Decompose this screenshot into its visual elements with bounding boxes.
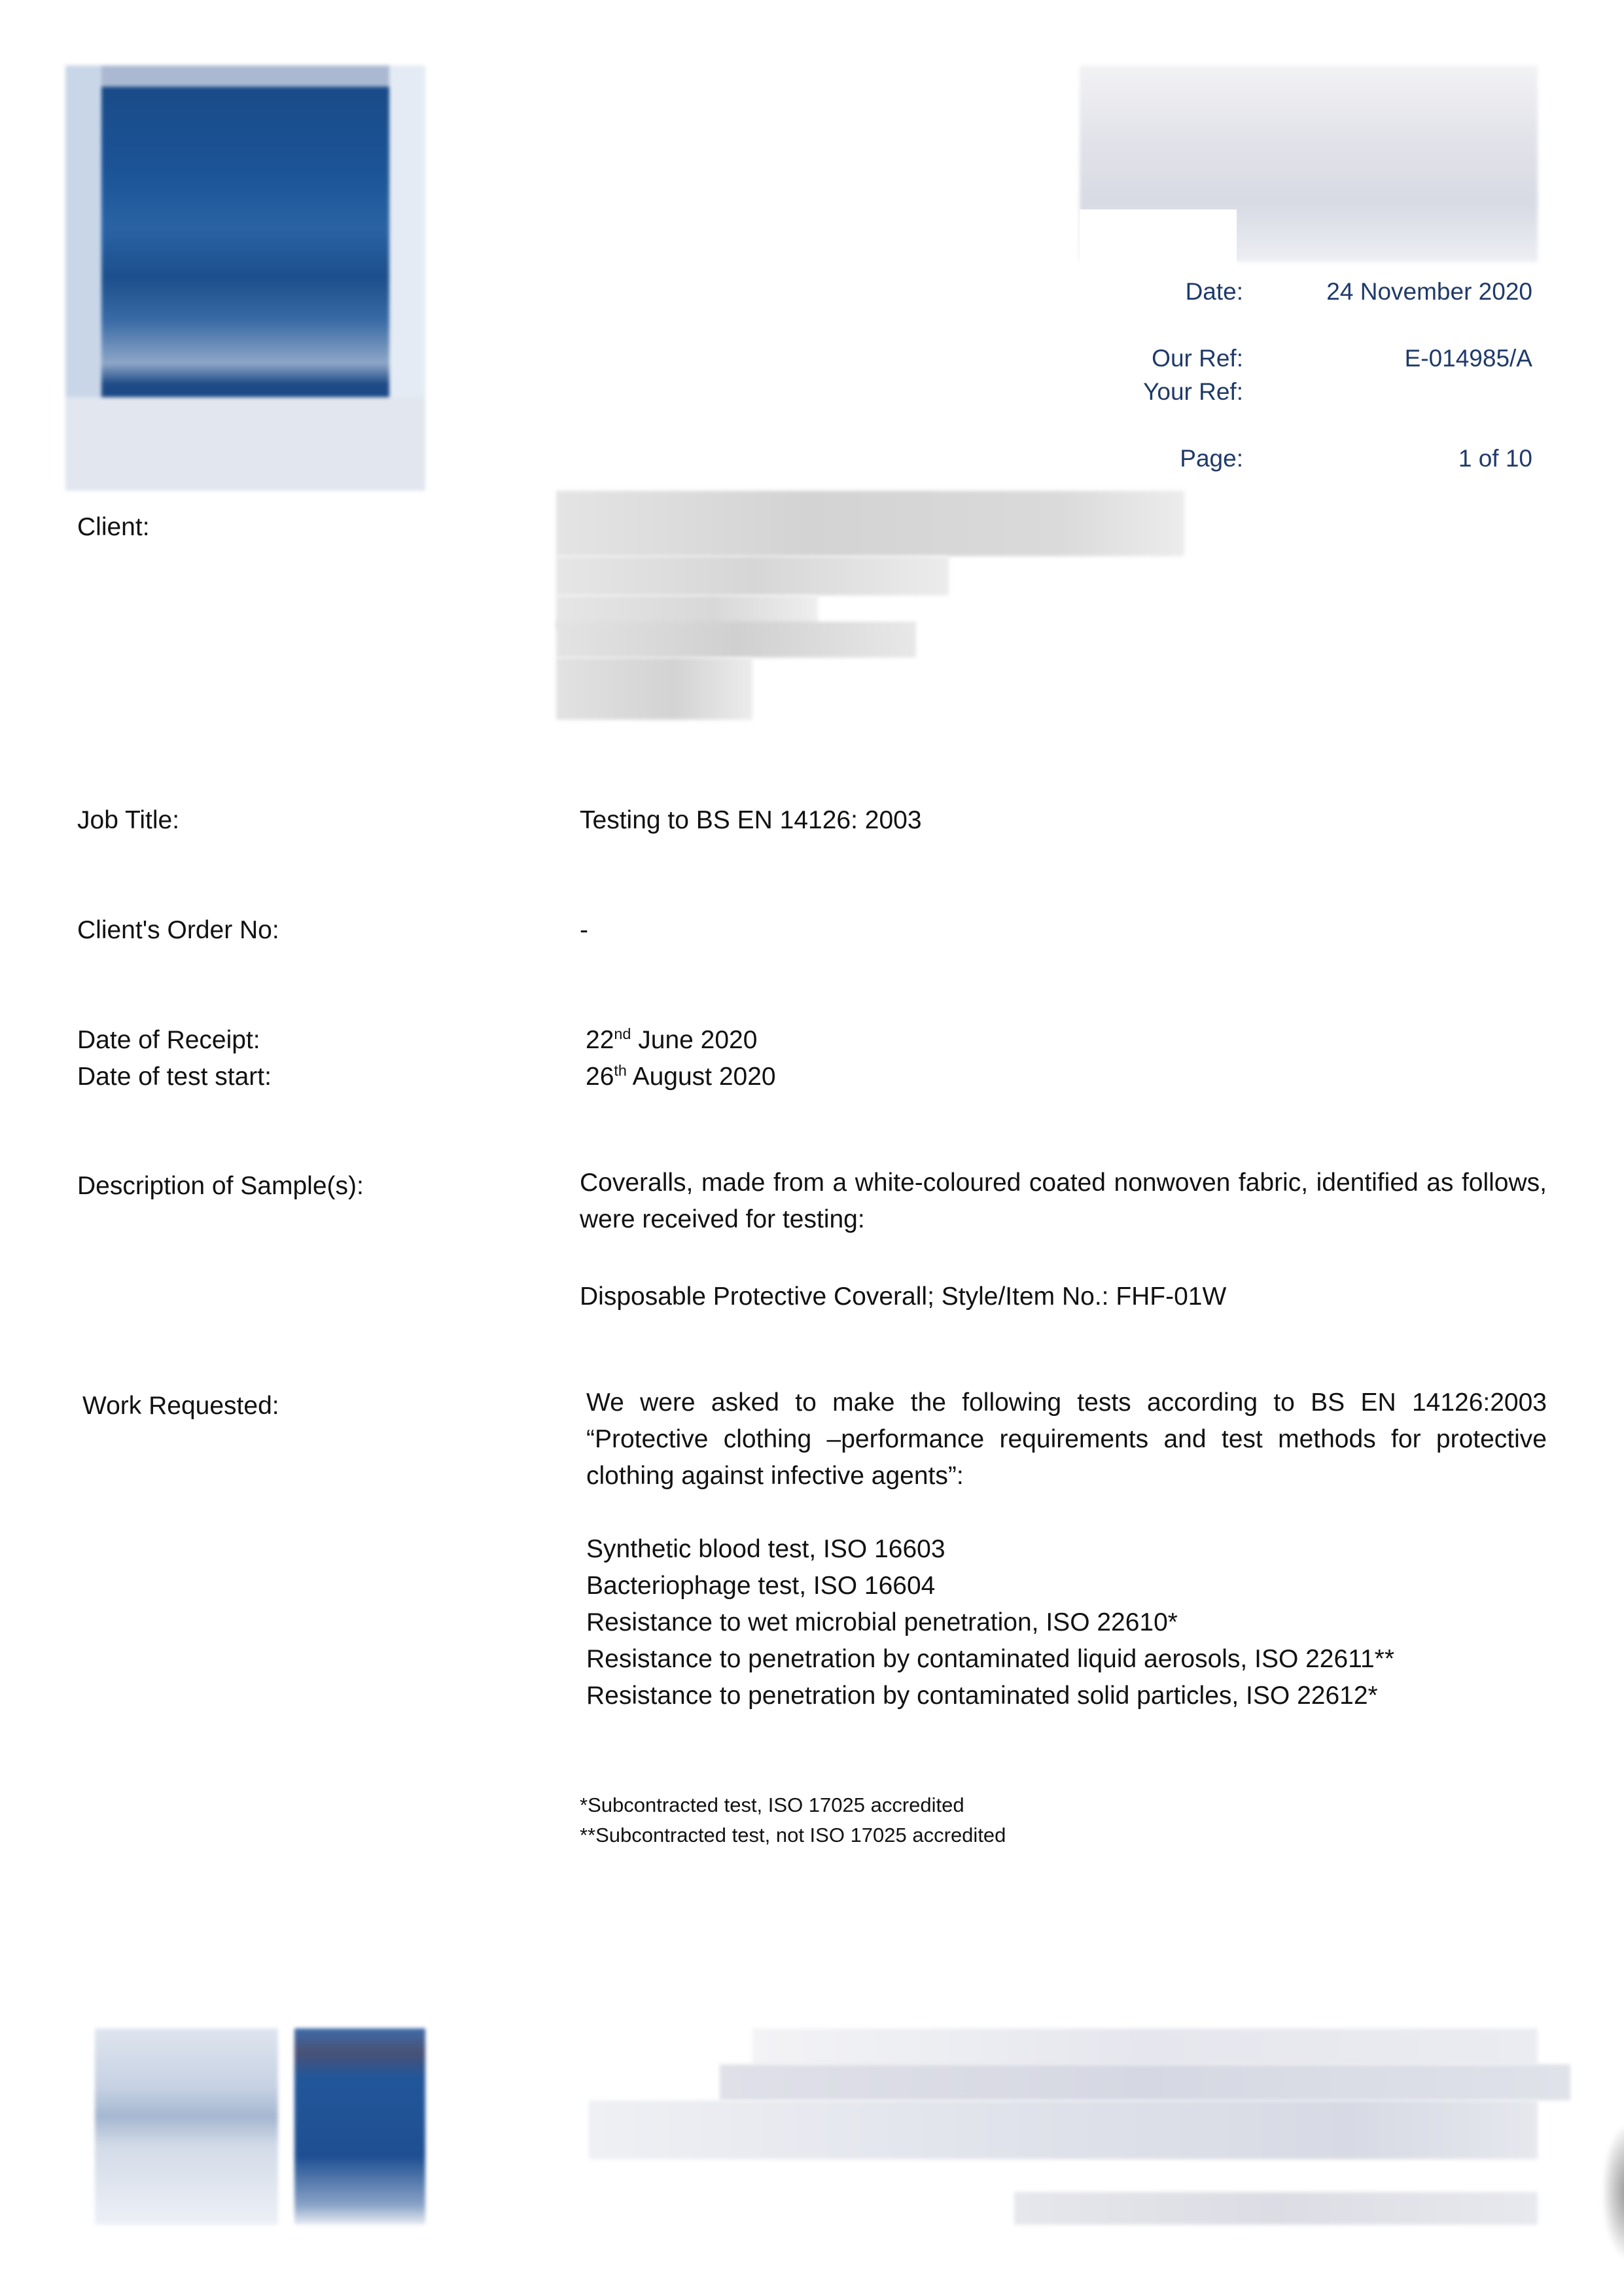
- sample-item: Disposable Protective Coverall; Style/Item No.: FHF-01W: [580, 1282, 1227, 1311]
- receipt-rest: June 2020: [631, 1026, 758, 1054]
- test-item: Synthetic blood test, ISO 16603: [586, 1535, 945, 1563]
- footer-text-blurred: [589, 2100, 1538, 2159]
- footnotes: [580, 1790, 1006, 1850]
- address-blur-mask: [1080, 209, 1237, 268]
- date-value: 24 November 2020: [1326, 278, 1532, 305]
- test-list: [586, 1531, 1547, 1714]
- our-ref-value: E-014985/A: [1404, 345, 1532, 372]
- receipt-day: 22: [586, 1026, 614, 1054]
- test-item: Resistance to penetration by contaminated liquid aerosols, ISO 22611**: [586, 1645, 1395, 1673]
- job-title-value: Testing to BS EN 14126: 2003: [580, 806, 922, 834]
- our-ref-label: Our Ref:: [1152, 345, 1243, 372]
- order-no-value: -: [580, 916, 588, 944]
- page-value: 1 of 10: [1458, 445, 1532, 472]
- client-label: Client:: [77, 513, 150, 541]
- test-start-label: Date of test start:: [77, 1063, 272, 1091]
- work-paragraph: We were asked to make the following tests according to BS EN 14126:2003 “Protective clothing –performance requirements and test methods for protective clothing against infective agents”:: [586, 1388, 1547, 1490]
- job-title-label: Job Title:: [77, 806, 180, 834]
- accreditation-logo-blurred: [95, 2028, 278, 2225]
- footer-text-blurred: [752, 2028, 1538, 2064]
- receipt-date: [586, 1027, 757, 1053]
- test-item: Resistance to penetration by contaminated solid particles, ISO 22612*: [586, 1682, 1378, 1710]
- accreditation-logo-blurred: [294, 2028, 425, 2225]
- page-edge-shadow: [1603, 2127, 1624, 2257]
- test-item: Bacteriophage test, ISO 16604: [586, 1572, 936, 1600]
- client-address-line-blurred: [556, 658, 752, 720]
- test-item: Resistance to wet microbial penetration, ISO 22610*: [586, 1608, 1178, 1636]
- work-requested-label: Work Requested:: [82, 1392, 279, 1420]
- test-start-suffix: th: [614, 1061, 627, 1079]
- client-name-blurred: [556, 491, 1184, 556]
- description-label: Description of Sample(s):: [77, 1172, 364, 1200]
- footer-text-blurred: [1014, 2192, 1538, 2225]
- receipt-label: Date of Receipt:: [77, 1026, 260, 1054]
- footnote: **Subcontracted test, not ISO 17025 accredited: [580, 1824, 1006, 1846]
- company-logo-blurred: [65, 65, 425, 491]
- test-start-day: 26: [586, 1063, 614, 1091]
- order-no-label: Client's Order No:: [77, 916, 279, 944]
- test-start-date: [586, 1061, 776, 1091]
- date-label: Date:: [1185, 278, 1243, 305]
- receipt-suffix: nd: [614, 1025, 631, 1042]
- test-start-rest: August 2020: [626, 1063, 776, 1091]
- description-paragraph: Coveralls, made from a white-coloured coated nonwoven fabric, identified as follows, were received for testing:: [580, 1169, 1547, 1233]
- footnote: *Subcontracted test, ISO 17025 accredited: [580, 1793, 964, 1816]
- footer-text-blurred: [720, 2064, 1570, 2100]
- your-ref-label: Your Ref:: [1143, 378, 1243, 405]
- page-label: Page:: [1180, 445, 1243, 472]
- client-address-line-blurred: [556, 556, 949, 595]
- client-address-line-blurred: [556, 622, 916, 658]
